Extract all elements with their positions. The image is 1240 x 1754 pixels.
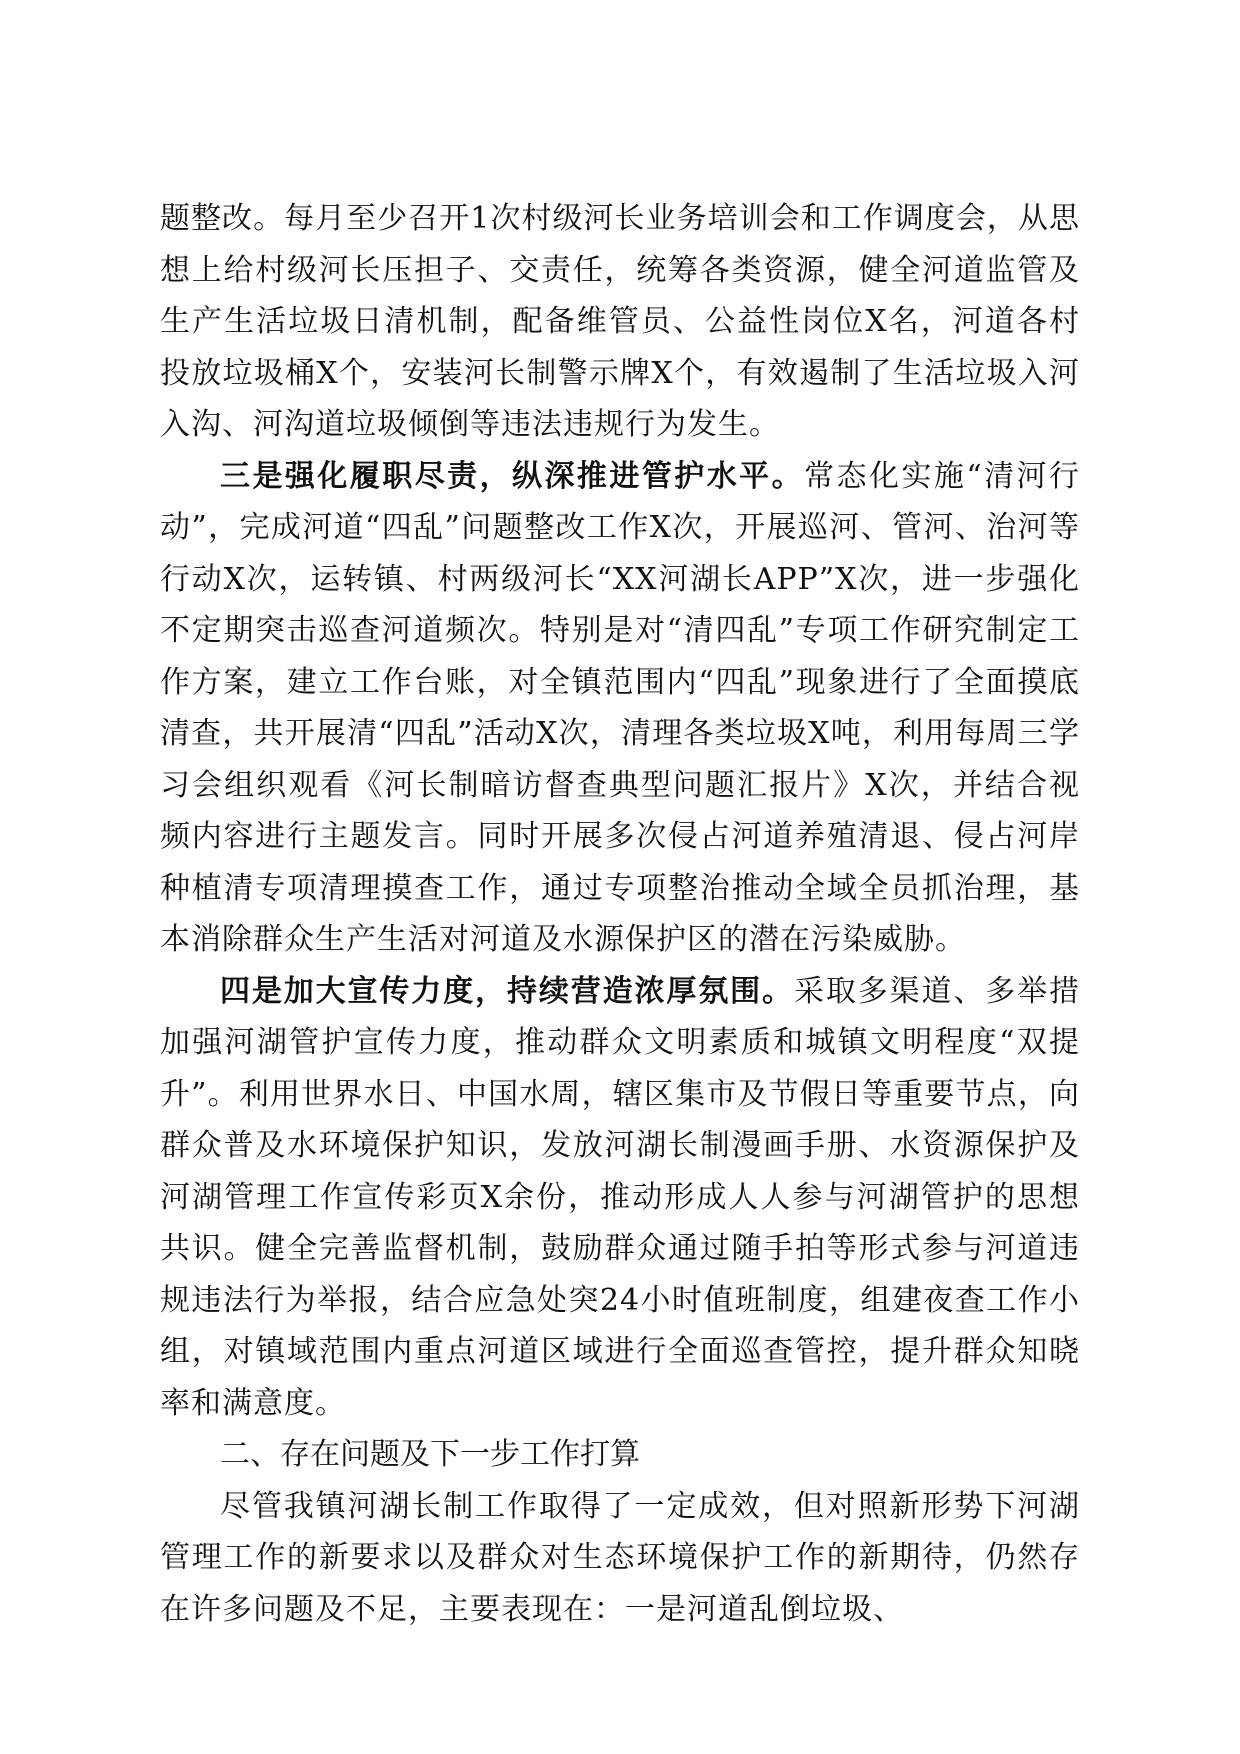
paragraph-text: 题整改。每月至少召开1次村级河长业务培训会和工作调度会，从思想上给村级河长压担子、交责任，统筹各类资源，健全河道监管及生产生活垃圾日清机制，配备维管员、公益性岗位X名，河道各村投放垃圾桶X个，安装河长制警示牌X个，有效遏制了生活垃圾入河入沟、河沟道垃圾倾倒等违法违规行为发生。 (160, 201, 1080, 442)
paragraph-lead-title: 四是加大宣传力度，持续营造浓厚氛围。 (220, 973, 794, 1009)
paragraph-text: 采取多渠道、多举措加强河湖管护宣传力度，推动群众文明素质和城镇文明程度“双提升”。利用世界水日、中国水周，辖区集市及节假日等重要节点，向群众普及水环境保护知识，发放河湖长制漫画手册、水资源保护及河湖管理工作宣传彩页X余份，推动形成人人参与河湖管护的思想共识。健全完善监督机制，鼓励群众通过随手拍等形式参与河道违规违法行为举报，结合应急处突24小时值班制度，组建夜查工作小组，对镇域范围内重点河道区域进行全面巡查管控，提升群众知晓率和满意度。 (160, 973, 1081, 1421)
paragraph-problems (160, 1481, 1080, 1636)
paragraph-continued (160, 193, 1080, 451)
paragraph-text: 常态化实施“清河行动”，完成河道“四乱”问题整改工作X次，开展巡河、管河、治河等行动X次，运转镇、村两级河长“XX河湖长APP”X次，进一步强化不定期突击巡查河道频次。特别是对“清四乱”专项工作研究制定工作方案，建立工作台账，对全镇范围内“四乱”现象进行了全面摸底清查，共开展清“四乱”活动X次，清理各类垃圾X吨，利用每周三学习会组织观看《河长制暗访督查典型问题汇报片》X次，并结合视频内容进行主题发言。同时开展多次侵占河道养殖清退、侵占河岸种植清专项清理摸查工作，通过专项整治推动全域全员抓治理，基本消除群众生产生活对河道及水源保护区的潜在污染威胁。 (160, 458, 1081, 957)
paragraph-text: 尽管我镇河湖长制工作取得了一定成效，但对照新形势下河湖管理工作的新要求以及群众对生态环境保护工作的新期待，仍然存在许多问题及不足，主要表现在：一是河道乱倒垃圾、 (160, 1488, 1080, 1627)
paragraph-lead-title: 三是强化履职尽责，纵深推进管护水平。 (220, 458, 805, 494)
section-heading: 二、存在问题及下一步工作打算 (220, 1437, 640, 1472)
document-page (160, 193, 1080, 1635)
paragraph-item-three (160, 451, 1080, 966)
paragraph-item-four (160, 966, 1080, 1430)
